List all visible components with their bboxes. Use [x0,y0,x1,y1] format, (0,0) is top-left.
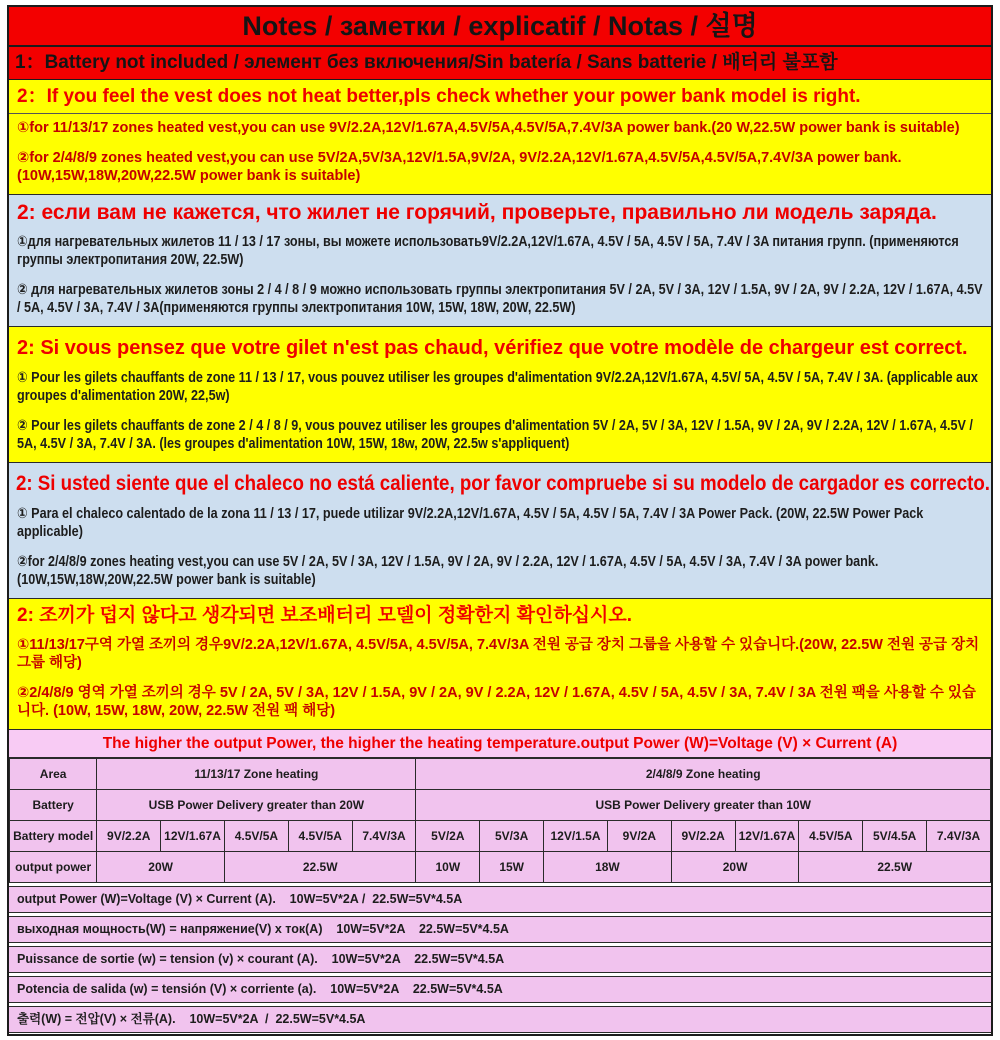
model-cell: 9V/2.2A [97,820,161,851]
section-russian-header: 2: если вам не кажется, что жилет не горячий, проверьте, правильно ли модель заряда. [17,200,937,224]
french-note-2: ② Pour les gilets chauffants de zone 2 / 4 / 8 / 9, vous pouvez utiliser les groupes d'alimentation 5V / 2A, 5V / 3A, 12V / 1.5A, 9V / 2A, 9V / 2.2A, 12V / 1.67A, 4.5V / 5A, 4.5V / 3A, 7.4V / 3A. (les groupes d'alimentation 10W, 15W, 18w, 20W, 22.5w s'appliquent) [17,417,973,452]
table-row-output-power [10,851,991,882]
model-cell: 4.5V/5A [288,820,352,851]
output-power-cell: 22.5W [224,851,415,882]
section-french-header: 2: Si vous pensez que votre gilet n'est pas chaud, vérifiez que votre modèle de chargeur est correct. [17,336,968,359]
battery-group1-cell: USB Power Delivery greater than 20W [97,789,416,820]
output-power-cell: 22.5W [799,851,991,882]
model-cell: 12V/1.5A [544,820,608,851]
model-cell: 7.4V/3A [352,820,416,851]
spanish-note-2: ②for 2/4/8/9 zones heating vest,you can use 5V / 2A, 5V / 3A, 12V / 1.5A, 9V / 2A, 9V / 2.2A, 12V / 1.67A, 4.5V / 5A, 4.5V / 3A, 7.4V / 3A power bank.(10W,15W,18W,20W,22.5W power bank is suitable) [17,553,879,588]
formula-korean: 출력(W) = 전압(V) × 전류(A). 10W=5V*2A / 22.5W=5V*4.5A [9,1006,991,1033]
row-label-battery: Battery [10,789,97,820]
english-note-1: ①for 11/13/17 zones heated vest,you can use 9V/2.2A,12V/1.67A,4.5V/5A,4.5V/5A,7.4V/3A power bank.(20 W,22.5W power bank is suitable) [17,120,960,136]
formula-list [9,886,991,1034]
section-english-header: 2：If you feel the vest does not heat better,pls check whether your power bank model is right. [9,80,991,114]
section-russian [9,195,991,327]
page-title: Notes / заметки / explicatif / Notas / 설명 [9,7,991,47]
power-formula-caption: The higher the output Power, the higher the heating temperature.output Power (W)=Voltage (V) × Current (A) [9,730,991,758]
battery-not-included-note: 1：Battery not included / элемент без включения/Sin batería / Sans batterie / 배터리 불포함 [9,47,991,80]
korean-note-2: ②2/4/8/9 영역 가열 조끼의 경우 5V / 2A, 5V / 3A, 12V / 1.5A, 9V / 2A, 9V / 2.2A, 12V / 1.67A, 4.5V / 5A, 4.5V / 3A, 7.4V / 3A 전원 팩을 사용할 수 있습니다. (10W, 15W, 18W, 20W, 22.5W 전원 팩 해당) [17,684,976,719]
area-group1-cell: 11/13/17 Zone heating [97,758,416,789]
spanish-note-1: ① Para el chaleco calentado de la zona 11 / 13 / 17, puede utilizar 9V/2.2A,12V/1.67A, 4.5V / 5A, 4.5V / 5A, 7.4V / 3A Power Pack. (20W, 22.5W Power Pack applicable) [17,505,924,540]
model-cell: 5V/2A [416,820,480,851]
power-table [9,758,991,883]
russian-note-1: ①для нагревательных жилетов 11 / 13 / 17 зоны, вы можете использовать9V/2.2A,12V/1.67A, 4.5V / 5A, 4.5V / 5A, 7.4V / 3A питания групп. (применяются группы электропитания 20W, 22.5W) [17,233,959,268]
model-cell: 12V/1.67A [735,820,799,851]
section-russian-body [9,228,991,326]
french-note-1: ① Pour les gilets chauffants de zone 11 / 13 / 17, vous pouvez utiliser les groupes d'alimentation 9V/2.2A,12V/1.67A, 4.5V/ 5A, 4.5V / 5A, 7.4V / 3A. (applicable aux groupes d'alimentation 20W, 22,5w) [17,369,978,404]
area-group2-cell: 2/4/8/9 Zone heating [416,758,991,789]
section-english-body [9,114,991,194]
row-label-output-power: output power [10,851,97,882]
table-row-area [10,758,991,789]
product-notes-sheet [7,5,993,1036]
output-power-cell: 18W [544,851,672,882]
model-cell: 12V/1.67A [161,820,225,851]
english-note-2: ②for 2/4/8/9 zones heated vest,you can use 5V/2A,5V/3A,12V/1.5A,9V/2A, 9V/2.2A,12V/1.67A,4.5V/5A,4.5V/5A,7.4V/3A power bank.(10W,15W,18W,20W,22.5W power bank is suitable) [17,149,902,184]
section-spanish [9,463,991,599]
output-power-cell: 20W [97,851,225,882]
section-french [9,327,991,463]
model-cell: 5V/4.5A [863,820,927,851]
model-cell: 4.5V/5A [799,820,863,851]
section-korean-header: 2: 조끼가 덥지 않다고 생각되면 보조배터리 모델이 정확한지 확인하십시오. [17,604,633,626]
formula-spanish: Potencia de salida (w) = tensión (V) × corriente (a). 10W=5V*2A 22.5W=5V*4.5A [9,976,991,1003]
table-row-battery [10,789,991,820]
battery-group2-cell: USB Power Delivery greater than 10W [416,789,991,820]
model-cell: 5V/3A [480,820,544,851]
korean-note-1: ①11/13/17구역 가열 조끼의 경우9V/2.2A,12V/1.67A, 4.5V/5A, 4.5V/5A, 7.4V/3A 전원 공급 장치 그룹을 사용할 수 있습니다.(20W, 22.5W 전원 공급 장치 그룹 해당) [17,636,980,671]
section-spanish-body [9,500,991,598]
section-spanish-header: 2: Si usted siente que el chaleco no está caliente, por favor compruebe si su modelo de cargador es correcto. [15,470,990,495]
model-cell: 9V/2.2A [671,820,735,851]
section-korean [9,599,991,730]
output-power-cell: 15W [480,851,544,882]
formula-english: output Power (W)=Voltage (V) × Current (A). 10W=5V*2A / 22.5W=5V*4.5A [9,886,991,913]
row-label-battery-model: Battery model [10,820,97,851]
output-power-cell: 10W [416,851,480,882]
russian-note-2: ② для нагревательных жилетов зоны 2 / 4 / 8 / 9 можно использовать группы электропитания 5V / 2A, 5V / 3A, 12V / 1.5A, 9V / 2A, 9V / 2.2A, 12V / 1.67A, 4.5V / 5A, 4.5V / 3A, 7.4V / 3A(применяются группы электропитания 10W, 15W, 18W, 20W, 22.5W) [17,281,983,316]
table-row-battery-model [10,820,991,851]
output-power-cell: 20W [671,851,799,882]
formula-russian: выходная мощность(W) = напряжение(V) x ток(A) 10W=5V*2A 22.5W=5V*4.5A [9,916,991,943]
model-cell: 9V/2A [607,820,671,851]
model-cell: 7.4V/3A [927,820,991,851]
section-english [9,80,991,195]
section-french-body [9,364,991,462]
model-cell: 4.5V/5A [224,820,288,851]
section-korean-body [9,631,991,729]
row-label-area: Area [10,758,97,789]
formula-french: Puissance de sortie (w) = tension (v) × courant (A). 10W=5V*2A 22.5W=5V*4.5A [9,946,991,973]
